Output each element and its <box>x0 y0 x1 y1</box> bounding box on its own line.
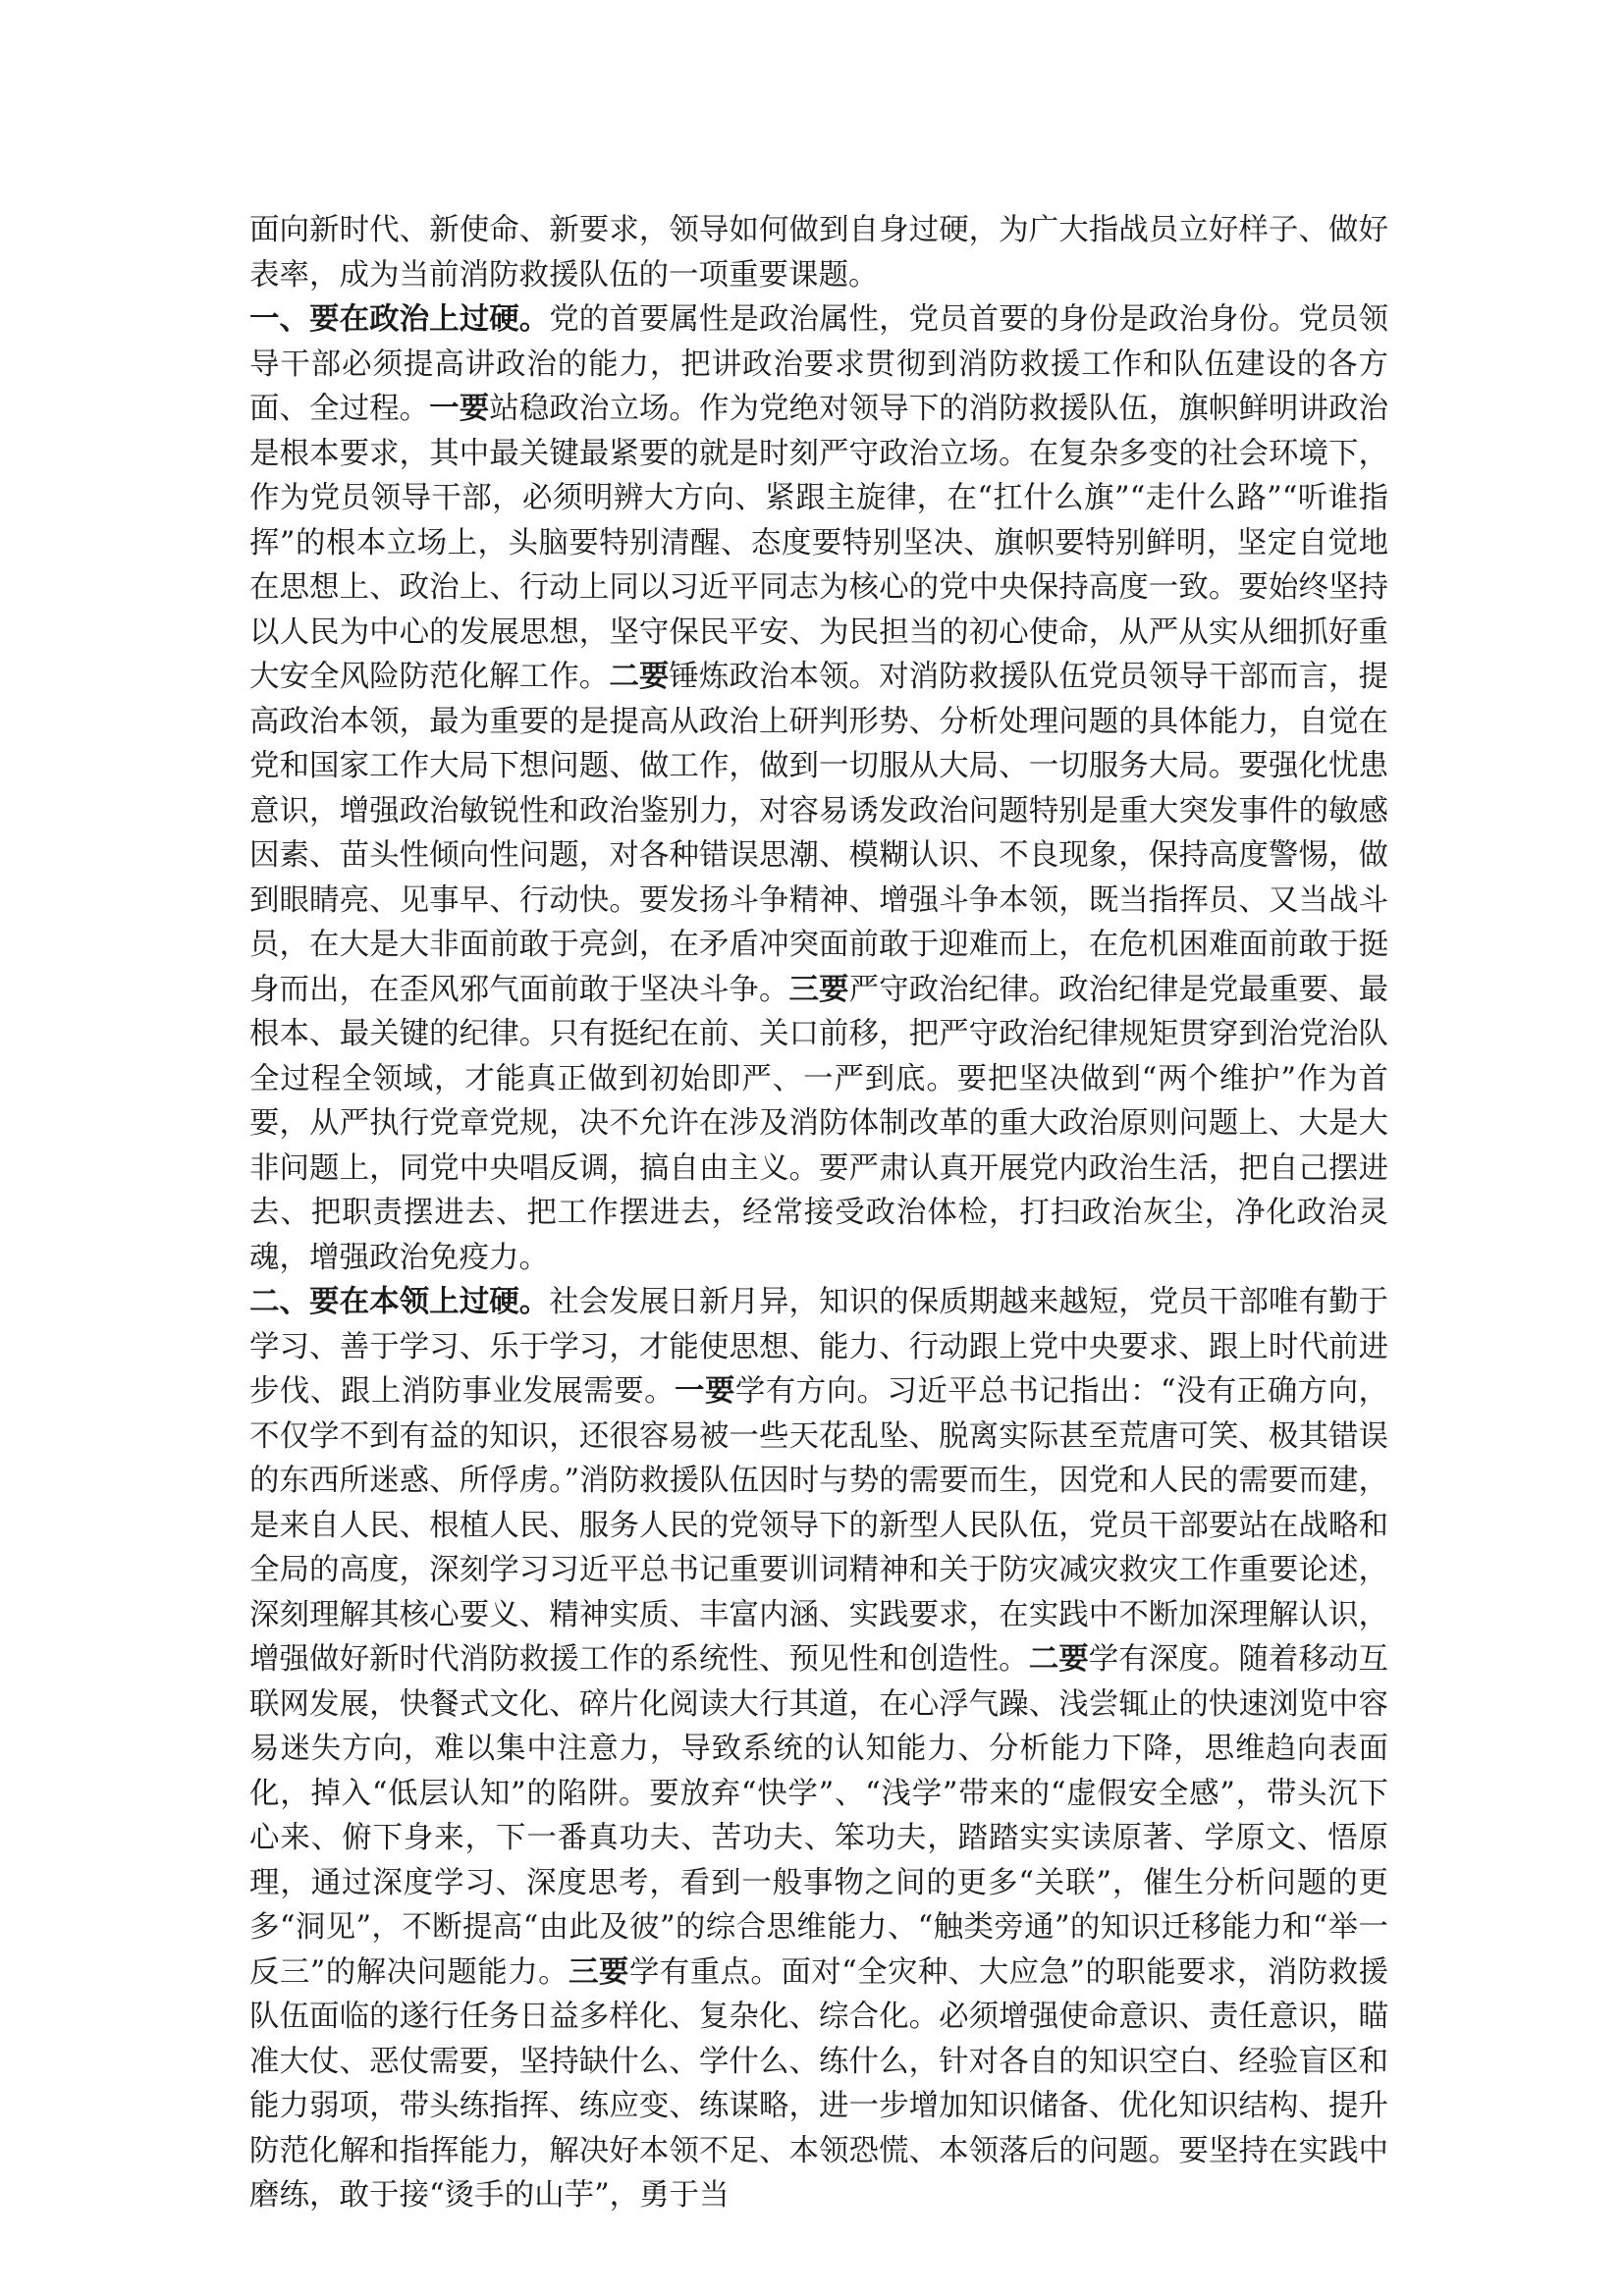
section-2-point-1-text: 学有方向。习近平总书记指出：“没有正确方向，不仅学不到有益的知识，还很容易被一些天花乱坠、脱离实际甚至荒唐可笑、极其错误的东西所迷惑、所俘虏。”消防救援队伍因时与势的需要而生，因党和人民的需要而建，是来自人民、根植人民、服务人民的党领导下的新型人民队伍，党员干部要站在战略和全局的高度，深刻学习习近平总书记重要训词精神和关于防灾减灾救灾工作重要论述，深刻理解其核心要义、精神实质、丰富内涵、实践要求，在实践中不断加深理解认识，增强做好新时代消防救援工作的系统性、预见性和创造性。 <box>249 1374 1389 1677</box>
section-2-lead: 社会发展日新月异，知识的保质期越来越短，党员干部唯有勤于学习、善于学习、乐于学习，才能使思想、能力、行动跟上党中央要求、跟上时代前进步伐、跟上消防事业发展需要。 <box>249 1285 1389 1409</box>
section-1-paragraph <box>249 297 1388 1280</box>
section-1-point-2-label: 二要 <box>609 659 670 694</box>
section-1-point-1-label: 一要 <box>429 391 490 426</box>
section-2-point-3-text: 学有重点。面对“全灾种、大应急”的职能要求，消防救援队伍面临的遂行任务日益多样化、复杂化、综合化。必须增强使命意识、责任意识，瞄准大仗、恶仗需要，坚持缺什么、学什么、练什么，针对各自的知识空白、经验盲区和能力弱项，带头练指挥、练应变、练谋略，进一步增加知识储备、优化知识结构、提升防范化解和指挥能力，解决好本领不足、本领恐慌、本领落后的问题。要坚持在实践中磨练，敢于接“烫手的山芋”，勇于当 <box>249 1954 1389 2213</box>
section-2-paragraph <box>249 1280 1388 2218</box>
section-1-point-2-text: 锤炼政治本领。对消防救援队伍党员领导干部而言，提高政治本领，最为重要的是提高从政治上研判形势、分析处理问题的具体能力，自觉在党和国家工作大局下想问题、做工作，做到一切服从大局、一切服务大局。要强化忧患意识，增强政治敏锐性和政治鉴别力，对容易诱发政治问题特别是重大突发事件的敏感因素、苗头性倾向性问题，对各种错误思潮、模糊认识、不良现象，保持高度警惕，做到眼睛亮、见事早、行动快。要发扬斗争精神、增强斗争本领，既当指挥员、又当战斗员，在大是大非面前敢于亮剑，在矛盾冲突面前敢于迎难而上，在危机困难面前敢于挺身而出，在歪风邪气面前敢于坚决斗争。 <box>249 660 1389 1007</box>
section-2-point-2-text: 学有深度。随着移动互联网发展，快餐式文化、碎片化阅读大行其道，在心浮气躁、浅尝辄止的快速浏览中容易迷失方向，难以集中注意力，导致系统的认知能力、分析能力下降，思维趋向表面化，掉入“低层认知”的陷阱。要放弃“快学”、“浅学”带来的“虚假安全感”，带头沉下心来、俯下身来，下一番真功夫、苦功夫、笨功夫，踏踏实实读原著、学原文、悟原理，通过深度学习、深度思考，看到一般事物之间的更多“关联”，催生分析问题的更多“洞见”，不断提高“由此及彼”的综合思维能力、“触类旁通”的知识迁移能力和“举一反三”的解决问题能力。 <box>249 1642 1389 1990</box>
section-2-heading: 二、要在本领上过硬。 <box>249 1284 550 1319</box>
section-1-lead: 党的首要属性是政治属性，党员首要的身份是政治身份。党员领导干部必须提高讲政治的能力，把讲政治要求贯彻到消防救援工作和队伍建设的各方面、全过程。 <box>249 302 1389 426</box>
intro-text: 面向新时代、新使命、新要求，领导如何做到自身过硬，为广大指战员立好样子、做好表率，成为当前消防救援队伍的一项重要课题。 <box>249 213 1388 293</box>
section-1-point-3-label: 三要 <box>788 971 849 1007</box>
section-2-point-1-label: 一要 <box>675 1373 735 1409</box>
section-1-heading: 一、要在政治上过硬。 <box>249 301 550 337</box>
section-1-point-3-text: 严守政治纪律。政治纪律是党最重要、最根本、最关键的纪律。只有挺纪在前、关口前移，把严守政治纪律规矩贯穿到治党治队全过程全领域，才能真正做到初始即严、一严到底。要把坚决做到“两个维护”作为首要，从严执行党章党规，决不允许在涉及消防体制改革的重大政治原则问题上、大是大非问题上，同党中央唱反调，搞自由主义。要严肃认真开展党内政治生活，把自己摆进去、把职责摆进去、把工作摆进去，经常接受政治体检，打扫政治灰尘，净化政治灵魂，增强政治免疫力。 <box>249 972 1389 1275</box>
document-body <box>249 208 1388 2218</box>
section-2-point-2-label: 二要 <box>1028 1641 1089 1677</box>
section-1-point-1-text: 站稳政治立场。作为党绝对领导下的消防救援队伍，旗帜鲜明讲政治是根本要求，其中最关键最紧要的就是时刻严守政治立场。在复杂多变的社会环境下，作为党员领导干部，必须明辨大方向、紧跟主旋律，在“扛什么旗”“走什么路”“听谁指挥”的根本立场上，头脑要特别清醒、态度要特别坚决、旗帜要特别鲜明，坚定自觉地在思想上、政治上、行动上同以习近平同志为核心的党中央保持高度一致。要始终坚持以人民为中心的发展思想，坚守保民平安、为民担当的初心使命，从严从实从细抓好重大安全风险防范化解工作。 <box>249 392 1389 694</box>
section-2-point-3-label: 三要 <box>568 1953 629 1990</box>
intro-paragraph <box>249 208 1388 297</box>
